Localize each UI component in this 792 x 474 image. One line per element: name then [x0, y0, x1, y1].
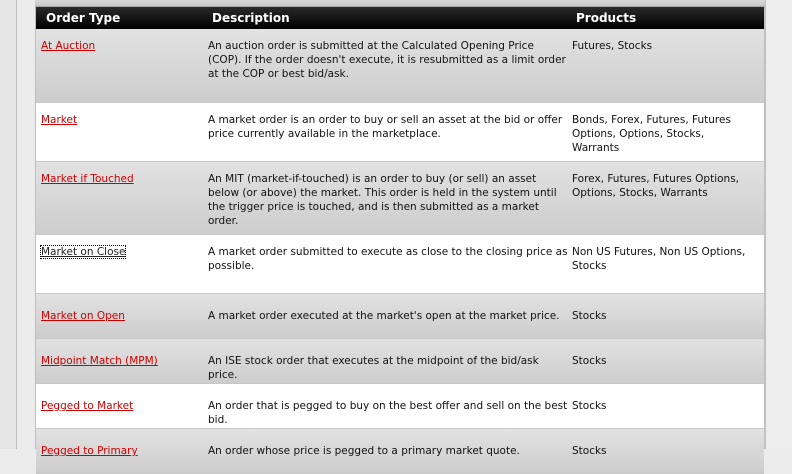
description-cell: A market order executed at the market's open at the market price.	[208, 310, 560, 322]
table-row	[36, 294, 764, 339]
description-cell: An order that is pegged to buy on the best offer and sell on the best bid.	[208, 400, 568, 426]
description-cell: An ISE stock order that executes at the midpoint of the bid/ask price.	[208, 355, 539, 381]
table-row	[36, 29, 764, 103]
table-row	[36, 384, 764, 429]
description-cell: An order whose price is pegged to a primary market quote.	[208, 445, 520, 457]
header-products: Products	[576, 11, 637, 25]
description-cell: A market order submitted to execute as close to the closing price as possible.	[208, 246, 568, 272]
products-cell: Stocks	[572, 400, 607, 412]
order-type-link-market-if-touched[interactable]: Market if Touched	[41, 173, 134, 185]
order-type-link-pegged-to-primary[interactable]: Pegged to Primary	[41, 445, 138, 457]
order-type-link-pegged-to-market[interactable]: Pegged to Market	[41, 400, 134, 412]
order-type-link-at-auction[interactable]: At Auction	[41, 40, 96, 52]
order-type-link-midpoint-match[interactable]: Midpoint Match (MPM)	[41, 355, 158, 367]
table-row	[36, 162, 764, 235]
products-cell: Stocks	[572, 310, 607, 322]
order-types-table	[35, 7, 765, 457]
table-row	[36, 235, 764, 294]
right-margin	[765, 0, 792, 449]
products-cell: Bonds, Forex, Futures, Futures Options, Options, Stocks, Warrants	[572, 114, 731, 154]
products-cell: Stocks	[572, 355, 607, 367]
products-cell: Futures, Stocks	[572, 40, 653, 52]
order-type-link-market-on-open[interactable]: Market on Open	[41, 310, 125, 322]
description-cell: A market order is an order to buy or sell an asset at the bid or offer price currently available in the marketplace.	[208, 114, 563, 140]
top-border	[35, 0, 765, 7]
table-header	[36, 7, 764, 29]
products-cell: Forex, Futures, Futures Options, Options, Stocks, Warrants	[572, 173, 740, 199]
products-cell: Non US Futures, Non US Options, Stocks	[572, 246, 746, 272]
order-type-link-market[interactable]: Market	[41, 114, 78, 126]
header-order-type: Order Type	[46, 11, 121, 25]
header-description: Description	[212, 11, 290, 25]
description-cell: An MIT (market-if-touched) is an order to buy (or sell) an asset below (or above) the market. This order is held in the system until the trigger price is touched, and is then submitted as a market order.	[208, 173, 557, 227]
products-cell: Stocks	[572, 445, 607, 457]
left-margin	[0, 0, 17, 449]
table-row	[36, 339, 764, 384]
order-type-link-market-on-close[interactable]: Market on Close	[41, 246, 126, 258]
table-row	[36, 429, 764, 474]
table-row	[36, 103, 764, 162]
description-cell: An auction order is submitted at the Calculated Opening Price (COP). If the order doesn't execute, it is resubmitted as a limit order at the COP or best bid/ask.	[208, 40, 566, 80]
